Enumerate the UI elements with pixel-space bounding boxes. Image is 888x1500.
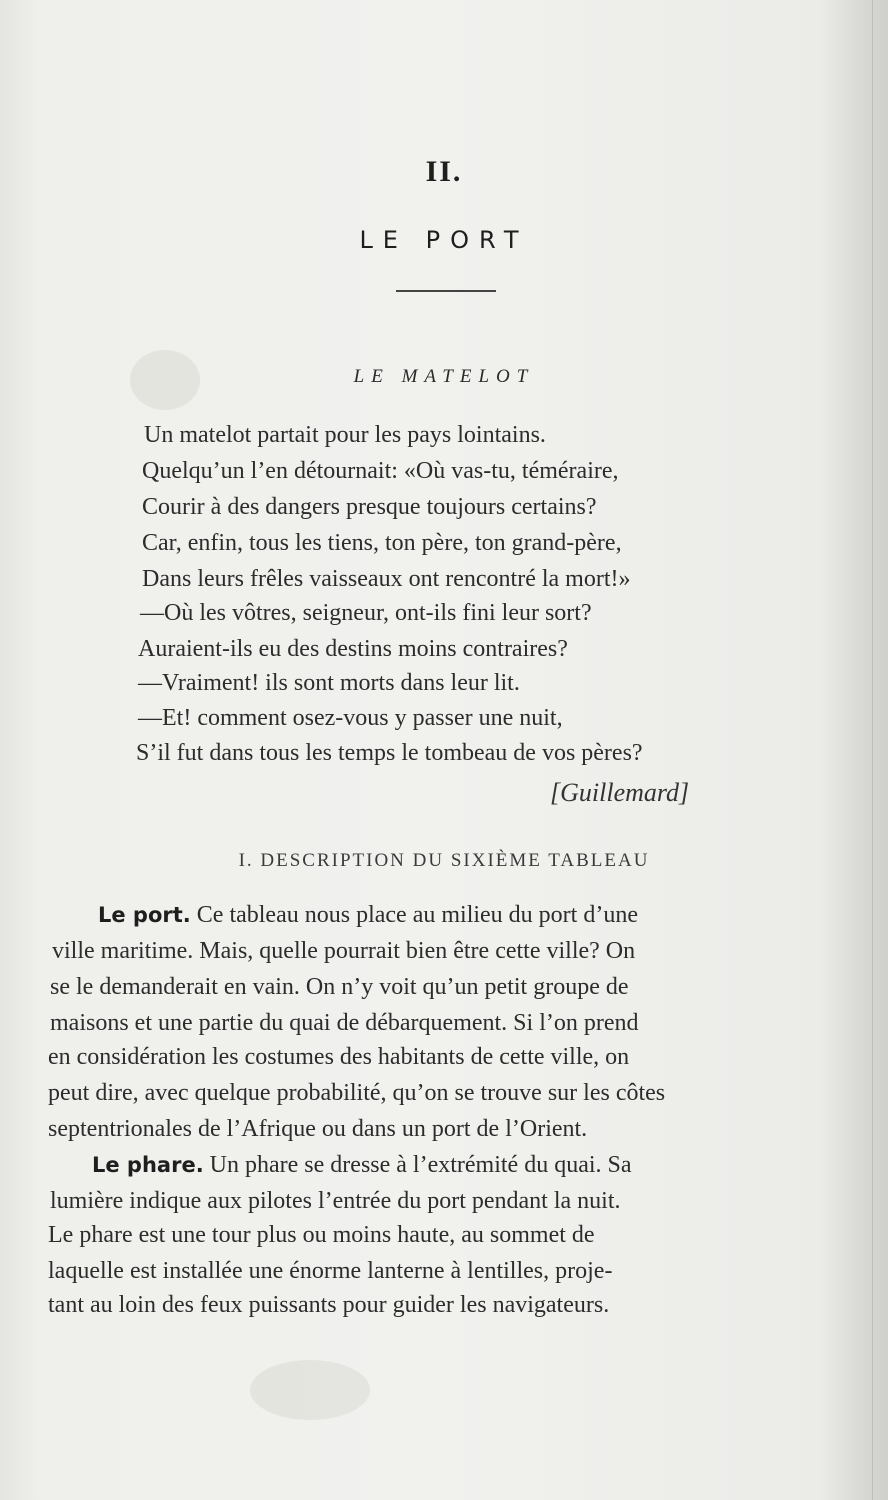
paragraph-lead: Le port. [98,903,191,927]
paragraph-line: peut dire, avec quelque probabilité, qu’on se trouve sur les côtes [48,1080,666,1106]
paragraph-line: laquelle est installée une énorme lanterne à lentilles, proje- [48,1258,613,1284]
poem-line: Auraient-ils eu des destins moins contraires? [138,636,568,662]
poem-line: Car, enfin, tous les tiens, ton père, ton grand-père, [142,530,622,556]
chapter-number: II. [425,155,463,188]
paragraph-line: en considération les costumes des habitants de cette ville, on [48,1044,630,1070]
paragraph-line: septentrionales de l’Afrique ou dans un port de l’Orient. [48,1116,588,1142]
poem-line: —Vraiment! ils sont morts dans leur lit. [138,670,520,696]
title-divider [396,290,496,292]
paragraph-line: ville maritime. Mais, quelle pourrait bien être cette ville? On [52,938,636,964]
paragraph-line: lumière indique aux pilotes l’entrée du port pendant la nuit. [50,1188,621,1214]
poem-title: LE MATELOT [353,366,535,387]
paragraph-line: se le demanderait en vain. On n’y voit qu’un petit groupe de [50,974,629,1000]
paragraph-lead: Le phare. [92,1153,204,1177]
paragraph-line [98,902,638,929]
paragraph-text: Ce tableau nous place au milieu du port d’une [196,902,638,928]
poem-line: S’il fut dans tous les temps le tombeau de vos pères? [136,740,643,766]
poem-attribution: [Guillemard] [550,778,690,807]
paragraph-line [92,1152,632,1179]
poem-line: Quelqu’un l’en détournait: «Où vas-tu, téméraire, [142,458,619,484]
poem-line: Courir à des dangers presque toujours certains? [142,494,597,520]
paragraph-line: tant au loin des feux puissants pour guider les navigateurs. [48,1292,610,1318]
paragraph-line: maisons et une partie du quai de débarquement. Si l’on prend [50,1010,639,1036]
paragraph-line: Le phare est une tour plus ou moins haute, au sommet de [48,1222,595,1248]
poem-line: —Et! comment osez-vous y passer une nuit, [138,705,563,731]
page-edge [872,0,873,1500]
poem-line: —Où les vôtres, seigneur, ont-ils fini leur sort? [140,600,592,626]
chapter-title: LE PORT [359,226,529,254]
section-heading: I. DESCRIPTION DU SIXIÈME TABLEAU [238,850,650,871]
paragraph-text: Un phare se dresse à l’extrémité du quai. Sa [209,1152,632,1178]
page-stain [250,1360,370,1420]
poem-line: Un matelot partait pour les pays lointains. [144,422,546,448]
poem-line: Dans leurs frêles vaisseaux ont rencontré la mort!» [142,566,631,592]
